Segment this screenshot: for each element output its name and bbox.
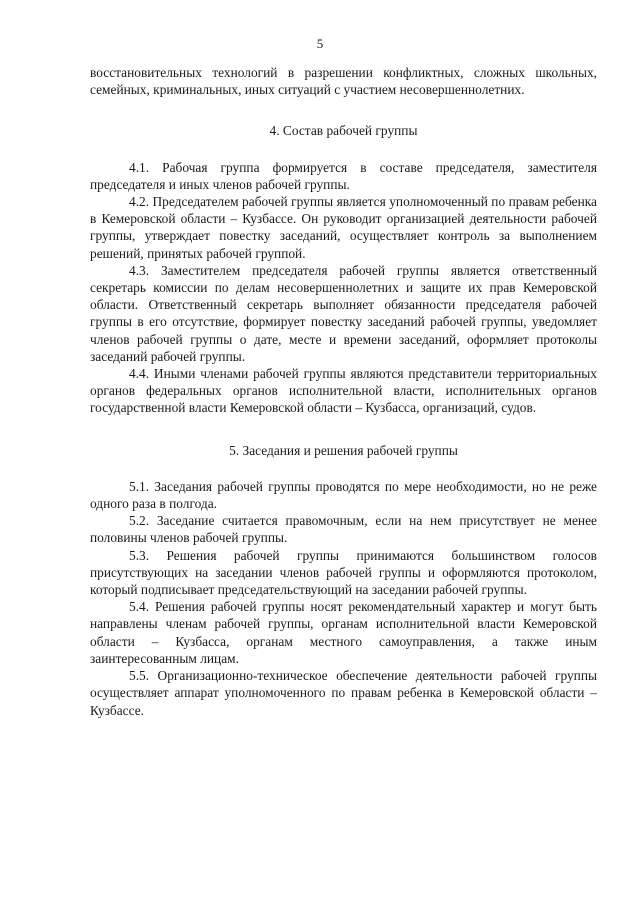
paragraph-5-3: 5.3. Решения рабочей группы принимаются большинством голосов присутствующих на заседании членов рабочей группы и оформляются протоколом, который подписывает председательствующий на заседании рабочей группы. xyxy=(90,547,597,598)
paragraph-5-2: 5.2. Заседание считается правомочным, если на нем присутствует не менее половины членов рабочей группы. xyxy=(90,513,597,546)
section-5-heading: 5. Заседания и решения рабочей группы xyxy=(229,442,458,458)
page-number: 5 xyxy=(316,36,324,51)
intro-paragraph: восстановительных технологий в разрешении конфликтных, сложных школьных, семейных, криминальных, иных ситуаций с участием несовершеннолетних. xyxy=(90,65,597,98)
paragraph-5-4: 5.4. Решения рабочей группы носят рекомендательный характер и могут быть направлены членам рабочей группы, органам исполнительной власти Кемеровской области – Кузбасса, органам местного самоуправления, а также иным заинтересованным лицам. xyxy=(90,599,597,666)
section-4-heading: 4. Состав рабочей группы xyxy=(269,123,418,139)
paragraph-4-2: 4.2. Председателем рабочей группы является уполномоченный по правам ребенка в Кемеровской области – Кузбассе. Он руководит организацией деятельности рабочей группы, утверждает повестку заседаний, осуществляет контроль за выполнением решений, принятых рабочей группой. xyxy=(90,194,597,261)
paragraph-5-5: 5.5. Организационно-техническое обеспечение деятельности рабочей группы осуществляет аппарат уполномоченного по правам ребенка в Кемеровской области – Кузбассе. xyxy=(90,668,597,718)
paragraph-4-4: 4.4. Иными членами рабочей группы являются представители территориальных органов федеральных органов исполнительной власти, исполнительных органов государственной власти Кемеровской области – Кузбасса, организаций, судов. xyxy=(90,366,597,416)
paragraph-4-1: 4.1. Рабочая группа формируется в составе председателя, заместителя председателя и иных членов рабочей группы. xyxy=(90,159,597,192)
paragraph-5-1: 5.1. Заседания рабочей группы проводятся по мере необходимости, но не реже одного раза в полгода. xyxy=(90,478,597,512)
document-body xyxy=(90,64,597,719)
paragraph-4-3: 4.3. Заместителем председателя рабочей группы является ответственный секретарь комиссии по делам несовершеннолетних и защите их прав Кемеровской области. Ответственный секретарь выполняет обязанности председателя рабочей группы в его отсутствие, формирует повестку заседаний рабочей группы, уведомляет членов рабочей группы о дате, месте и времени заседаний, оформляет протоколы заседаний рабочей группы. xyxy=(90,262,597,364)
